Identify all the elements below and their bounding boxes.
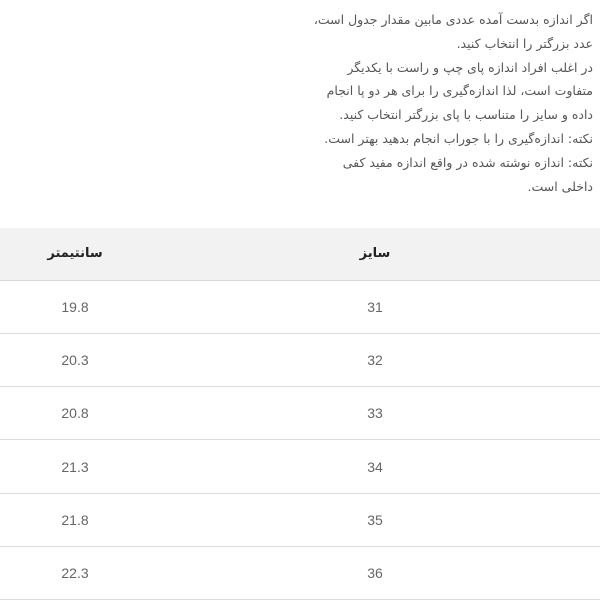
table-header	[0, 228, 600, 280]
table-body	[0, 280, 600, 600]
note-line: داخلی است.	[527, 178, 593, 194]
cell-size: 34	[150, 440, 600, 493]
cell-centimeter: 21.3	[0, 440, 150, 493]
cell-centimeter: 21.8	[0, 493, 150, 546]
cell-size: 32	[150, 333, 600, 386]
note-line: اگر اندازه بدست آمده عددی مابین مقدار جدول است،	[313, 12, 593, 27]
cell-centimeter: 19.8	[0, 280, 150, 333]
note-line: داده و سایز را متناسب با پای بزرگتر انتخاب کنید.	[339, 107, 593, 123]
note-line: در اغلب افراد اندازه پای چپ و راست با یکدیگر	[347, 59, 593, 75]
cell-centimeter: 20.3	[0, 333, 150, 386]
table-row	[0, 280, 600, 333]
cell-centimeter: 22.3	[0, 546, 150, 599]
size-chart-table	[0, 228, 600, 600]
cell-size: 31	[150, 280, 600, 333]
header-size: سایز	[150, 228, 600, 280]
table-row	[0, 387, 600, 440]
table-row	[0, 546, 600, 599]
table-row	[0, 440, 600, 493]
size-guide-notes	[285, 8, 593, 198]
table-row	[0, 333, 600, 386]
note-line: نکته: اندازه نوشته شده در واقع اندازه مفید کفی	[342, 154, 593, 170]
cell-centimeter: 20.8	[0, 387, 150, 440]
note-line: متفاوت است، لذا اندازه‌گیری را برای هر دو پا انجام	[326, 83, 593, 99]
cell-size: 35	[150, 493, 600, 546]
table-row	[0, 493, 600, 546]
header-centimeter: سانتیمتر	[0, 228, 150, 280]
note-line: عدد بزرگتر را انتخاب کنید.	[456, 35, 593, 51]
note-line: نکته: اندازه‌گیری را با جوراب انجام بدهید بهتر است.	[324, 130, 593, 146]
table-header-row	[0, 228, 600, 280]
cell-size: 33	[150, 387, 600, 440]
cell-size: 36	[150, 546, 600, 599]
